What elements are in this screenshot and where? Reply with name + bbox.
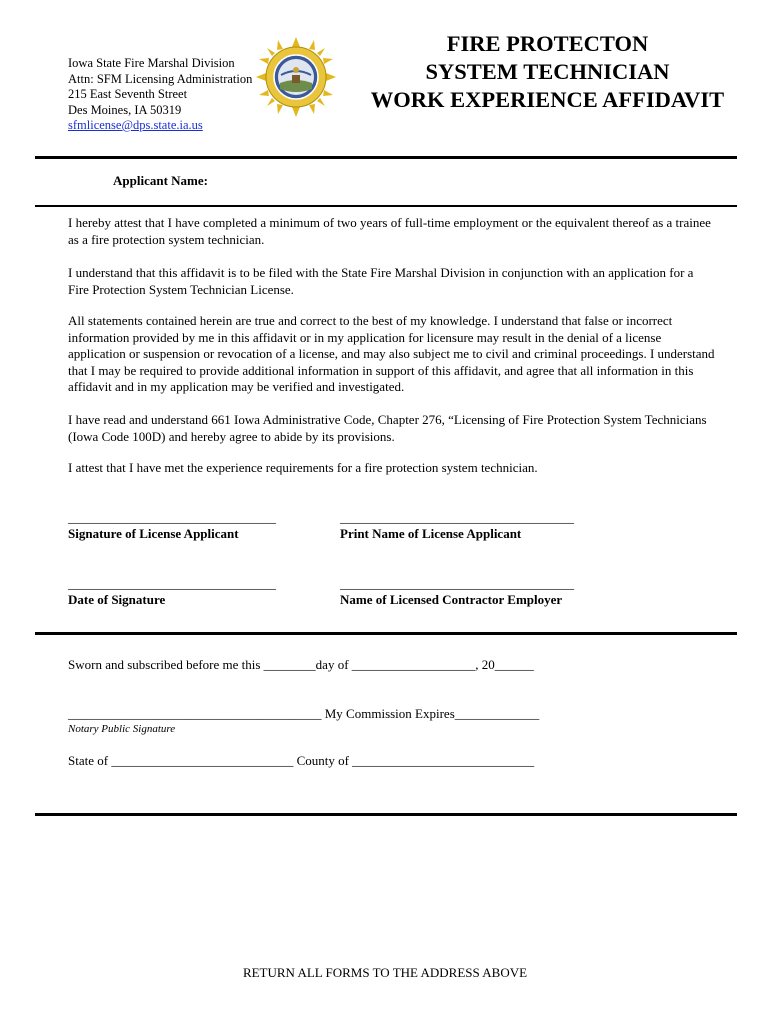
address-line-city: Des Moines, IA 50319 [68, 102, 182, 117]
address-line-street: 215 East Seventh Street [68, 87, 188, 101]
date-signature-label: Date of Signature [68, 592, 166, 607]
title-line-2: SYSTEM TECHNICIAN [425, 59, 670, 84]
applicant-signature-line[interactable]: ________________________________ [68, 510, 276, 525]
header-divider [35, 156, 737, 159]
contractor-employer-label: Name of Licensed Contractor Employer [340, 592, 563, 607]
email-link[interactable]: sfmlicense@dps.state.ia.us [68, 118, 203, 132]
state-county-field[interactable]: State of ____________________________ County of ____________________________ [68, 753, 535, 768]
applicant-divider [35, 205, 737, 207]
bottom-divider [35, 813, 737, 816]
sworn-statement-field[interactable]: Sworn and subscribed before me this ________day of ___________________, 20______ [68, 657, 534, 672]
applicant-name-label: Applicant Name: [113, 173, 208, 188]
experience-paragraph: I attest that I have met the experience requirements for a fire protection system technician. [68, 460, 538, 475]
statements-paragraph: All statements contained herein are true and correct to the best of my knowledge. I understand that false or incorrect information provided by me in this affidavit or in my application for licensure may result in the denial of a license application or suspension or revocation of a license, and may also subject me to civil and criminal proceedings. I understand that I may be required to provide additional information in support of this affidavit, and agree that all information in this affidavit and in my application may be verified and investigated. [68, 313, 715, 394]
address-line-division: Iowa State Fire Marshal Division [68, 56, 235, 70]
print-name-label: Print Name of License Applicant [340, 526, 522, 541]
print-name-line[interactable]: ____________________________________ [340, 510, 574, 525]
state-fire-marshal-seal [256, 37, 336, 117]
title-line-1: FIRE PROTECTON [446, 31, 649, 56]
address-line-attn: Attn: SFM Licensing Administration [68, 71, 253, 86]
date-signature-line[interactable]: ________________________________ [68, 576, 276, 591]
notary-signature-label: Notary Public Signature [68, 723, 176, 735]
notary-divider [35, 632, 737, 635]
attestation-paragraph: I hereby attest that I have completed a minimum of two years of full-time employment or the equivalent thereof as a trainee as a fire protection system technician. [68, 215, 711, 247]
contractor-employer-line[interactable]: ____________________________________ [340, 576, 574, 591]
notary-signature-field[interactable]: _______________________________________ My Commission Expires_____________ [68, 706, 540, 721]
footer-instruction: RETURN ALL FORMS TO THE ADDRESS ABOVE [242, 965, 528, 980]
form-title [355, 30, 740, 114]
applicant-signature-label: Signature of License Applicant [68, 526, 239, 541]
title-line-3: WORK EXPERIENCE AFFIDAVIT [370, 87, 725, 112]
filing-paragraph: I understand that this affidavit is to be filed with the State Fire Marshal Division in conjunction with an application for a Fire Protection System Technician License. [68, 265, 694, 297]
code-paragraph: I have read and understand 661 Iowa Administrative Code, Chapter 276, “Licensing of Fire Protection System Technicians (Iowa Code 100D) and hereby agree to abide by its provisions. [68, 412, 707, 444]
mailing-address [68, 56, 252, 134]
